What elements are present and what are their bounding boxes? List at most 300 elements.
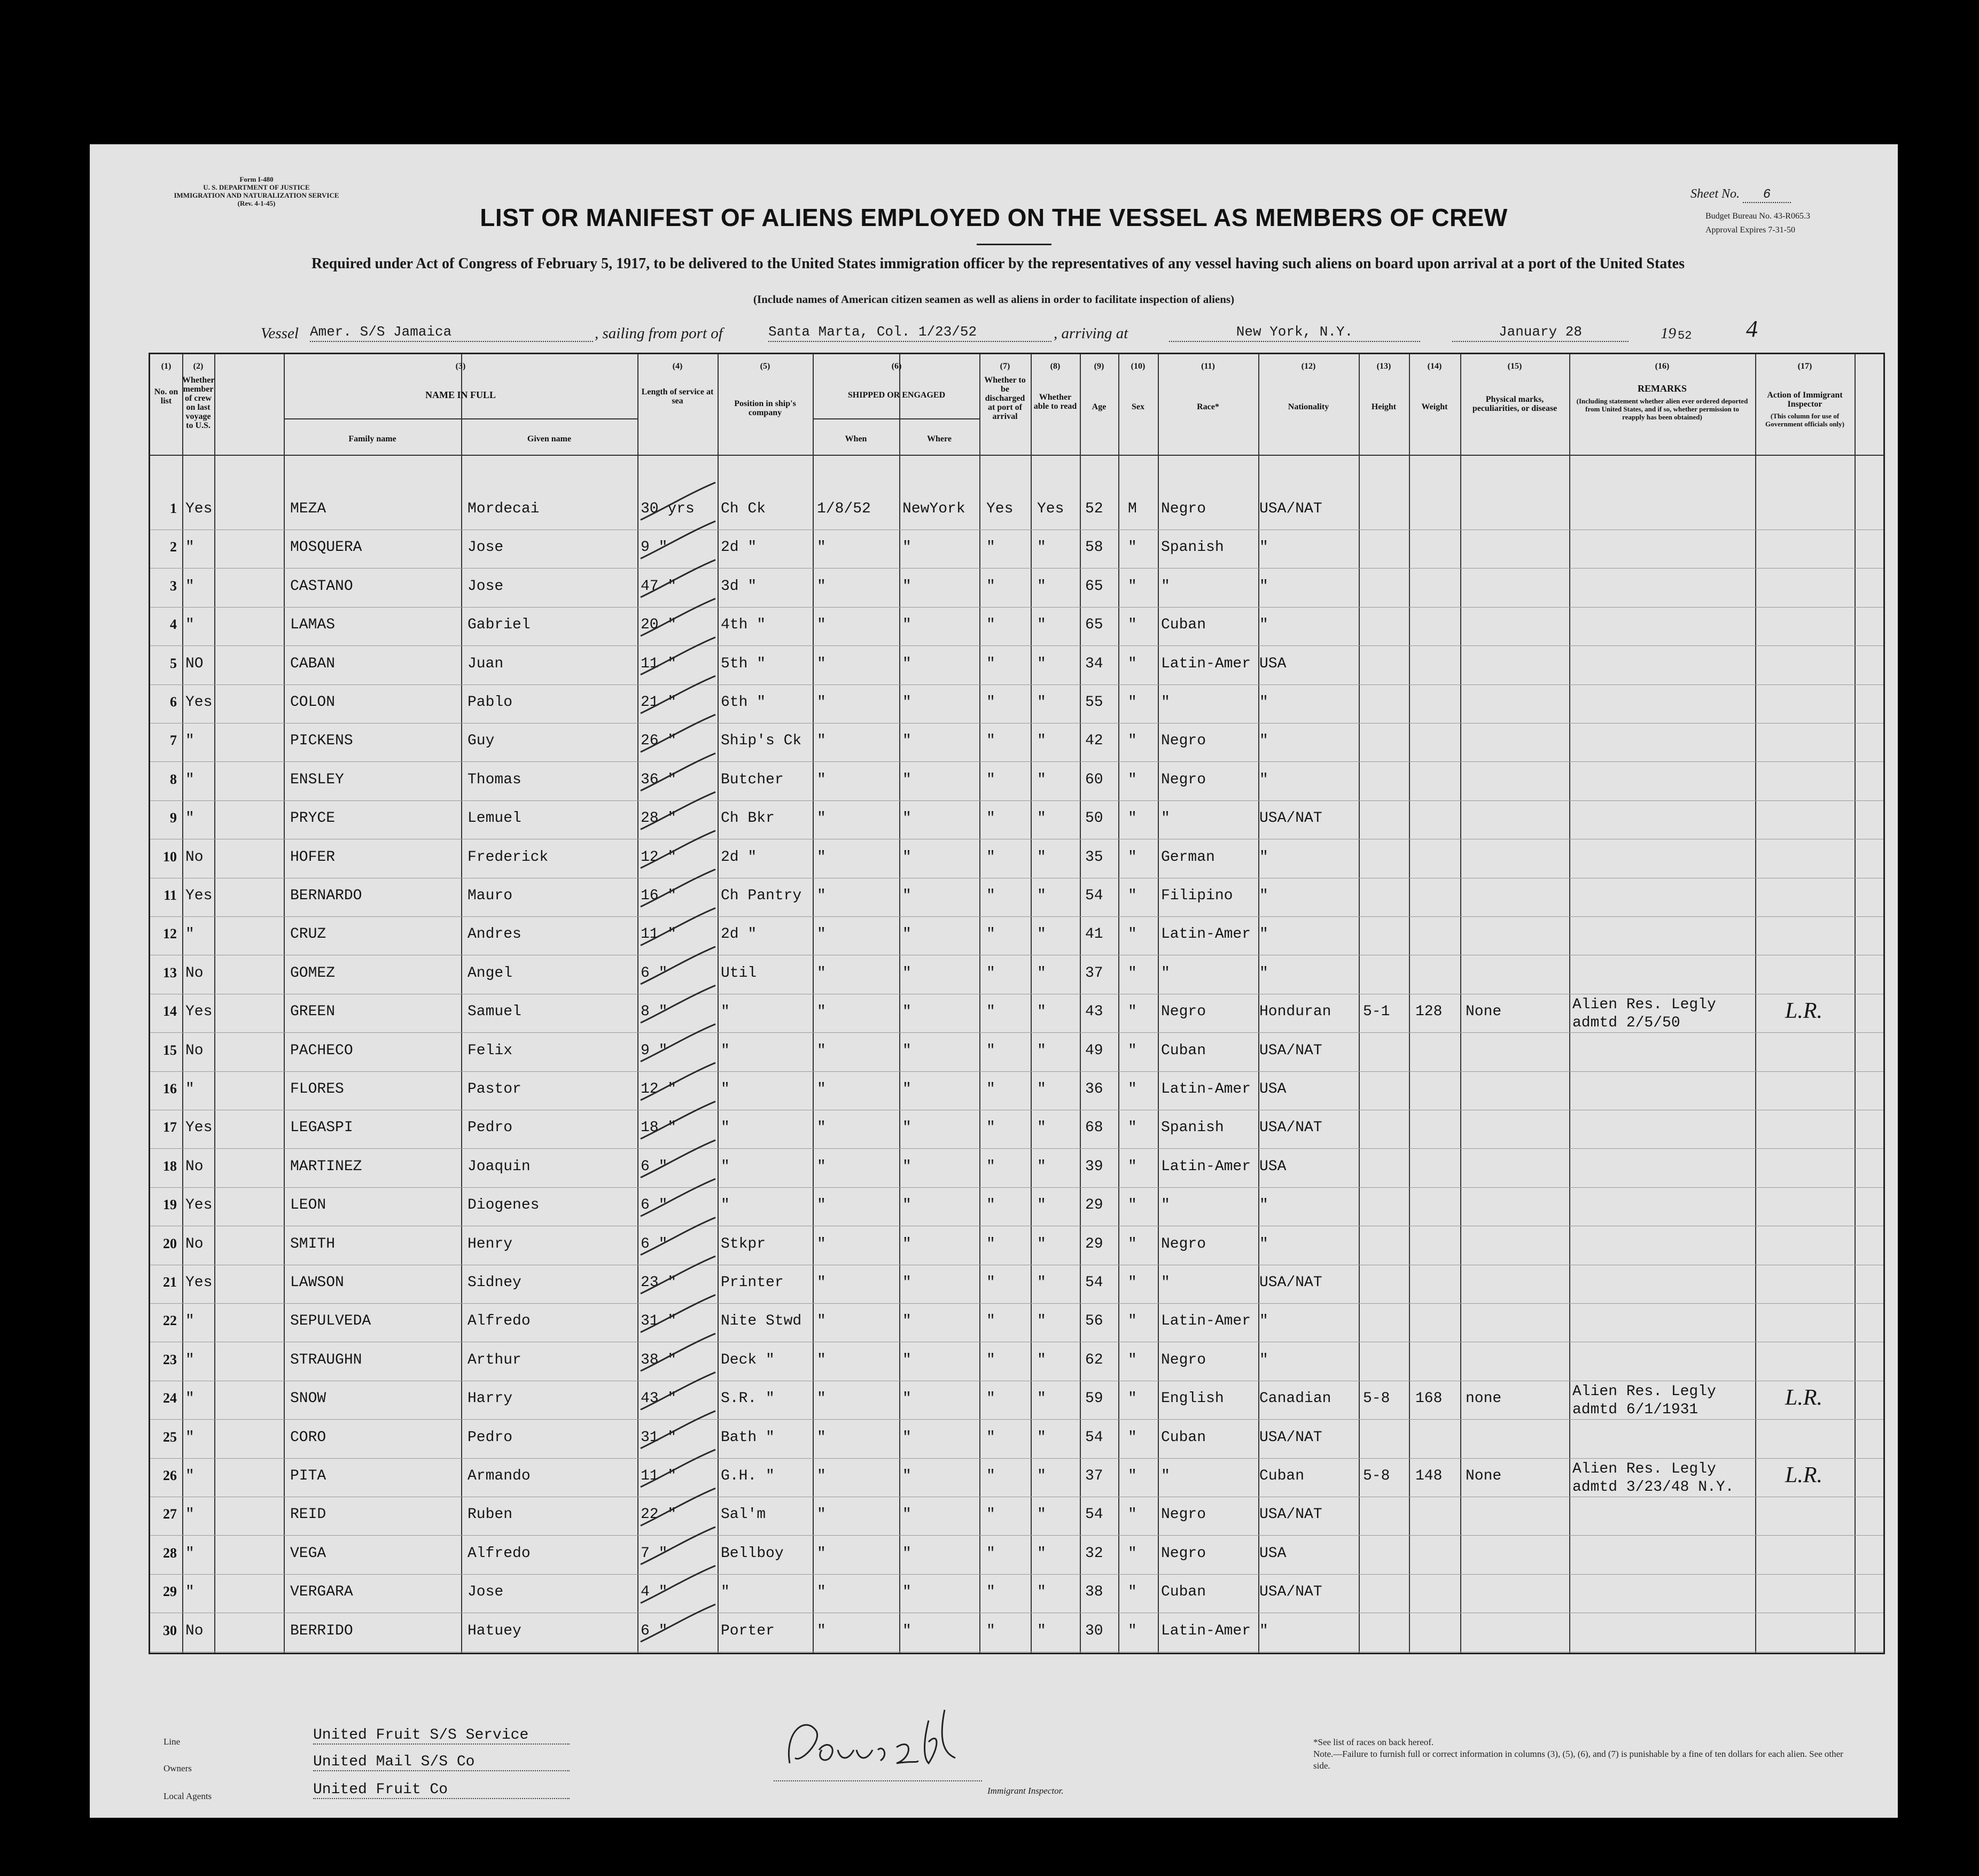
nationality: ": [1259, 849, 1268, 866]
tick-mark: [641, 560, 715, 597]
crew-table: [149, 353, 1885, 1654]
shipped-where: ": [902, 1584, 911, 1601]
inspector-action: L.R.: [1785, 1463, 1823, 1488]
arriving-label: , arriving at: [1054, 325, 1128, 342]
row-number: 5: [170, 655, 177, 671]
row-number: 25: [163, 1429, 177, 1445]
age: 36: [1085, 1081, 1103, 1097]
sheet-label: Sheet No.: [1690, 187, 1740, 201]
inspector-action: L.R.: [1785, 999, 1823, 1024]
race: Negro: [1161, 1003, 1206, 1021]
nationality: USA: [1259, 655, 1287, 672]
shipped-when: ": [817, 1468, 826, 1484]
shipped-where: ": [902, 1545, 911, 1562]
length-of-service: 22 ": [641, 1506, 677, 1523]
physical-marks: None: [1466, 1003, 1502, 1021]
tick-mark: [641, 1295, 715, 1332]
able-to-read: ": [1037, 1158, 1046, 1175]
shipped-where: ": [902, 849, 911, 866]
col-remarks-sub: (Including statement whether alien ever ordered deported from United States, and if so, whether permission to reapply has been obtained): [1576, 397, 1748, 421]
sex: ": [1128, 655, 1137, 672]
race: ": [1161, 810, 1170, 827]
given-name: Angel: [468, 964, 513, 982]
sex: ": [1128, 617, 1137, 634]
race: Negro: [1161, 1545, 1206, 1562]
position: Bellboy: [721, 1545, 784, 1562]
able-to-read: ": [1037, 849, 1046, 866]
discharge: ": [986, 810, 995, 827]
col-shipped-header: SHIPPED OR ENGAGED: [847, 391, 946, 400]
col-nationality-header: Nationality: [1288, 402, 1329, 411]
able-to-read: ": [1037, 1584, 1046, 1601]
sex: ": [1128, 539, 1137, 556]
shipped-when: ": [817, 1506, 826, 1523]
length-of-service: 9 ": [641, 1042, 668, 1059]
row-number: 11: [163, 888, 177, 903]
shipped-where: ": [902, 1429, 911, 1446]
discharge: ": [986, 1351, 995, 1368]
shipped-where: ": [902, 733, 911, 750]
able-to-read: ": [1037, 539, 1046, 556]
age: 42: [1085, 733, 1103, 750]
race: Negro: [1161, 1351, 1206, 1368]
able-to-read: ": [1037, 771, 1046, 788]
physical-marks: none: [1466, 1390, 1502, 1407]
shipped-where: ": [902, 617, 911, 634]
shipped-when: ": [817, 1119, 826, 1137]
able-to-read: ": [1037, 1235, 1046, 1252]
shipped-where: ": [902, 964, 911, 982]
prev-cell: Yes: [185, 1197, 213, 1214]
length-tick-marks: [150, 354, 1887, 1656]
position: ": [721, 1584, 730, 1601]
sex: ": [1128, 694, 1137, 711]
shipped-where: ": [902, 1081, 911, 1097]
given-name: Jose: [468, 1584, 504, 1601]
tick-mark: [641, 1024, 715, 1062]
shipped-when: ": [817, 1235, 826, 1252]
prev-cell: No: [185, 1235, 204, 1252]
length-of-service: 11 ": [641, 926, 677, 943]
race: Latin-Amer: [1161, 1158, 1251, 1175]
row-number: 24: [163, 1390, 177, 1406]
discharge: ": [986, 617, 995, 634]
able-to-read: ": [1037, 655, 1046, 672]
row-number: 7: [170, 733, 177, 749]
shipped-when: ": [817, 888, 826, 904]
age: 52: [1085, 501, 1103, 517]
prev-cell: No: [185, 1622, 204, 1639]
able-to-read: ": [1037, 810, 1046, 827]
discharge: ": [986, 1622, 995, 1639]
shipped-when: ": [817, 771, 826, 788]
discharge: ": [986, 1235, 995, 1252]
race: Latin-Amer: [1161, 655, 1251, 672]
able-to-read: ": [1037, 694, 1046, 711]
shipped-when: ": [817, 1313, 826, 1330]
departure-port: Santa Marta, Col. 1/23/52: [768, 324, 1051, 342]
age: 68: [1085, 1119, 1103, 1137]
inspector-signature: [768, 1699, 982, 1779]
nationality: USA/NAT: [1259, 1042, 1322, 1059]
discharge: ": [986, 1584, 995, 1601]
arrival-date: January 28: [1452, 324, 1629, 342]
length-of-service: 9 ": [641, 539, 668, 556]
tick-mark: [641, 637, 715, 675]
shipped-when: ": [817, 655, 826, 672]
family-name: LAMAS: [290, 617, 336, 634]
col-prev-header: Whether member of crew on last voyage to U.S.: [182, 376, 215, 430]
able-to-read: ": [1037, 733, 1046, 750]
nationality: Cuban: [1259, 1468, 1305, 1484]
sex: ": [1128, 1274, 1137, 1291]
length-of-service: 43 ": [641, 1390, 677, 1407]
shipped-when: ": [817, 926, 826, 943]
row-number: 15: [163, 1042, 177, 1058]
family-name: VERGARA: [290, 1584, 353, 1601]
sex: ": [1128, 1622, 1137, 1639]
age: 29: [1085, 1235, 1103, 1252]
age: 39: [1085, 1158, 1103, 1175]
race: Latin-Amer: [1161, 926, 1251, 943]
shipped-when: ": [817, 1197, 826, 1214]
position: 3d ": [721, 578, 757, 595]
shipped-where: ": [902, 1351, 911, 1368]
discharge: ": [986, 1274, 995, 1291]
family-name: LEON: [290, 1197, 326, 1214]
length-of-service: 11 ": [641, 1468, 677, 1484]
position: 2d ": [721, 849, 757, 866]
row-number: 18: [163, 1158, 177, 1174]
family-name: CASTANO: [290, 578, 353, 595]
age: 60: [1085, 771, 1103, 788]
family-name: REID: [290, 1506, 326, 1523]
sex: ": [1128, 733, 1137, 750]
given-name: Hatuey: [468, 1622, 521, 1639]
weight: 128: [1415, 1003, 1443, 1021]
prev-cell: No: [185, 964, 204, 982]
prev-cell: ": [185, 1429, 194, 1446]
race: Negro: [1161, 771, 1206, 788]
nationality: ": [1259, 964, 1268, 982]
nationality: USA/NAT: [1259, 1274, 1322, 1291]
family-name: PRYCE: [290, 810, 336, 827]
shipped-where: ": [902, 1197, 911, 1214]
nationality: Honduran: [1259, 1003, 1331, 1021]
signature-drawing: [768, 1699, 982, 1779]
race: Latin-Amer: [1161, 1081, 1251, 1097]
family-name: PACHECO: [290, 1042, 353, 1059]
position: Deck ": [721, 1351, 775, 1368]
owners-label: Owners: [163, 1763, 192, 1773]
position: ": [721, 1158, 730, 1175]
nationality: ": [1259, 1235, 1268, 1252]
shipped-where: ": [902, 1235, 911, 1252]
able-to-read: Yes: [1037, 501, 1064, 517]
able-to-read: ": [1037, 1042, 1046, 1059]
race: ": [1161, 578, 1170, 595]
tick-mark: [641, 1063, 715, 1100]
family-name: MARTINEZ: [290, 1158, 362, 1175]
footer-note: [1313, 1737, 1848, 1772]
race: Filipino: [1161, 888, 1233, 904]
tick-mark: [641, 1140, 715, 1178]
col-shipped-num: (6): [891, 362, 902, 371]
given-name: Mordecai: [468, 501, 540, 517]
prev-cell: Yes: [185, 1119, 213, 1137]
sex: ": [1128, 1042, 1137, 1059]
given-name: Pedro: [468, 1119, 513, 1137]
tick-mark: [641, 1256, 715, 1294]
col-no-num: (1): [161, 362, 172, 371]
shipped-when: ": [817, 1429, 826, 1446]
shipped-when: ": [817, 1622, 826, 1639]
race: ": [1161, 964, 1170, 982]
row-number: 26: [163, 1468, 177, 1483]
position: 6th ": [721, 694, 766, 711]
shipped-where: ": [902, 539, 911, 556]
col-remarks-num: (16): [1655, 362, 1670, 371]
length-of-service: 6 ": [641, 1197, 668, 1214]
col-position-header: Position in ship's company: [734, 399, 796, 417]
position: 5th ": [721, 655, 766, 672]
age: 34: [1085, 655, 1103, 672]
tick-mark: [641, 908, 715, 945]
sex: M: [1128, 501, 1137, 517]
race: Latin-Amer: [1161, 1313, 1251, 1330]
able-to-read: ": [1037, 1274, 1046, 1291]
col-action-header: Action of Immigrant Inspector: [1767, 391, 1843, 409]
discharge: ": [986, 1003, 995, 1021]
shipped-where: ": [902, 1313, 911, 1330]
position: Nite Stwd: [721, 1313, 802, 1330]
tick-mark: [641, 1372, 715, 1410]
able-to-read: ": [1037, 1197, 1046, 1214]
length-of-service: 18 ": [641, 1119, 677, 1137]
nationality: ": [1259, 1197, 1268, 1214]
sex: ": [1128, 1351, 1137, 1368]
family-name: BERNARDO: [290, 888, 362, 904]
shipped-where: ": [902, 1622, 911, 1639]
age: 37: [1085, 1468, 1103, 1484]
position: 2d ": [721, 539, 757, 556]
sex: ": [1128, 1119, 1137, 1137]
position: ": [721, 1197, 730, 1214]
row-number: 2: [170, 539, 177, 555]
shipped-when: ": [817, 617, 826, 634]
row-number: 21: [163, 1274, 177, 1290]
shipped-where: ": [902, 1506, 911, 1523]
position: 4th ": [721, 617, 766, 634]
age: 56: [1085, 1313, 1103, 1330]
able-to-read: ": [1037, 617, 1046, 634]
tick-mark: [641, 1527, 715, 1564]
discharge: ": [986, 1119, 995, 1137]
given-name: Jose: [468, 578, 504, 595]
nationality: ": [1259, 888, 1268, 904]
family-name: LAWSON: [290, 1274, 344, 1291]
age: 65: [1085, 578, 1103, 595]
signature-line: [774, 1779, 982, 1781]
shipped-when: ": [817, 1081, 826, 1097]
age: 41: [1085, 926, 1103, 943]
nationality: ": [1259, 1313, 1268, 1330]
nationality: USA/NAT: [1259, 1584, 1322, 1601]
race: Cuban: [1161, 1429, 1206, 1446]
race: ": [1161, 694, 1170, 711]
col-prev-num: (2): [193, 362, 204, 371]
family-name: VEGA: [290, 1545, 326, 1562]
vessel-name: Amer. S/S Jamaica: [310, 324, 593, 342]
shipped-when: ": [817, 539, 826, 556]
length-of-service: 20 ": [641, 617, 677, 634]
row-number: 30: [163, 1622, 177, 1638]
shipped-when: ": [817, 1390, 826, 1407]
col-weight-header: Weight: [1421, 402, 1448, 411]
given-name: Joaquin: [468, 1158, 531, 1175]
row-number: 6: [170, 694, 177, 710]
race: Negro: [1161, 501, 1206, 517]
col-sex-header: Sex: [1132, 402, 1144, 411]
age: 54: [1085, 1274, 1103, 1291]
nationality: USA/NAT: [1259, 1119, 1322, 1137]
discharge: ": [986, 1429, 995, 1446]
row-number: 13: [163, 964, 177, 980]
length-of-service: 31 ": [641, 1313, 677, 1330]
sex: ": [1128, 1235, 1137, 1252]
col-name-header: NAME IN FULL: [425, 390, 496, 400]
prev-cell: Yes: [185, 501, 213, 517]
length-of-service: 4 ": [641, 1584, 668, 1601]
discharge: ": [986, 1506, 995, 1523]
prev-cell: ": [185, 926, 194, 943]
revision: (Rev. 4-1-45): [237, 199, 276, 207]
prev-cell: Yes: [185, 1274, 213, 1291]
shipped-when: ": [817, 849, 826, 866]
discharge: ": [986, 849, 995, 866]
service: IMMIGRATION AND NATURALIZATION SERVICE: [174, 191, 339, 199]
sex: ": [1128, 849, 1137, 866]
length-of-service: 21 ": [641, 694, 677, 711]
race: Cuban: [1161, 1584, 1206, 1601]
prev-cell: ": [185, 733, 194, 750]
prev-cell: ": [185, 539, 194, 556]
physical-marks: None: [1466, 1468, 1502, 1484]
title-rule: [977, 244, 1051, 245]
prev-cell: ": [185, 1081, 194, 1097]
shipped-when: ": [817, 578, 826, 595]
tick-mark: [641, 521, 715, 558]
position: Ship's Ck: [721, 733, 802, 750]
able-to-read: ": [1037, 964, 1046, 982]
position: Util: [721, 964, 757, 982]
prev-cell: NO: [185, 655, 204, 672]
race: Cuban: [1161, 617, 1206, 634]
position: ": [721, 1003, 730, 1021]
discharge: ": [986, 1081, 995, 1097]
race: Negro: [1161, 1235, 1206, 1252]
penalty-note: Note.—Failure to furnish full or correct information in columns (3), (5), (6), and (7) is punishable by a fine of ten dollars for each alien. See other side.: [1313, 1749, 1843, 1771]
prev-cell: Yes: [185, 888, 213, 904]
shipped-where: ": [902, 926, 911, 943]
col-nationality-num: (12): [1301, 362, 1316, 371]
nationality: USA/NAT: [1259, 1429, 1322, 1446]
nationality: ": [1259, 539, 1268, 556]
given-name: Mauro: [468, 888, 513, 904]
given-name: Guy: [468, 733, 495, 750]
height: 5-8: [1363, 1468, 1390, 1484]
discharge: ": [986, 771, 995, 788]
given-name: Alfredo: [468, 1545, 531, 1562]
arrival-port: New York, N.Y.: [1169, 324, 1420, 342]
nationality: ": [1259, 771, 1268, 788]
length-of-service: 23 ": [641, 1274, 677, 1291]
nationality: ": [1259, 578, 1268, 595]
row-number: 17: [163, 1119, 177, 1135]
col-discharge-header: Whether to be discharged at port of arrival: [984, 376, 1026, 421]
row-number: 3: [170, 578, 177, 594]
given-name: Sidney: [468, 1274, 521, 1291]
given-name: Pablo: [468, 694, 513, 711]
family-name: ENSLEY: [290, 771, 344, 788]
position: ": [721, 1081, 730, 1097]
shipped-where: ": [902, 655, 911, 672]
age: 29: [1085, 1197, 1103, 1214]
sheet-number: [1690, 187, 1791, 203]
prev-cell: ": [185, 1506, 194, 1523]
age: 65: [1085, 617, 1103, 634]
row-number: 1: [170, 501, 177, 516]
nationality: ": [1259, 1622, 1268, 1639]
given-name: Jose: [468, 539, 504, 556]
age: 30: [1085, 1622, 1103, 1639]
arrival-year: 52: [1678, 329, 1692, 342]
shipped-when: ": [817, 1545, 826, 1562]
sex: ": [1128, 1506, 1137, 1523]
col-given-header: Given name: [527, 434, 572, 443]
shipped-when: ": [817, 810, 826, 827]
row-number: 4: [170, 617, 177, 633]
col-read-header: Whether able to read: [1033, 393, 1077, 411]
age: 35: [1085, 849, 1103, 866]
nationality: ": [1259, 926, 1268, 943]
tick-mark: [641, 985, 715, 1023]
family-name: SEPULVEDA: [290, 1313, 371, 1330]
line-value: United Fruit S/S Service: [313, 1727, 570, 1745]
able-to-read: ": [1037, 1622, 1046, 1639]
prev-cell: ": [185, 1390, 194, 1407]
prev-cell: No: [185, 1158, 204, 1175]
row-number: 22: [163, 1313, 177, 1329]
position: Butcher: [721, 771, 784, 788]
col-position-num: (5): [760, 362, 770, 371]
length-of-service: 26 ": [641, 733, 677, 750]
prev-cell: ": [185, 1545, 194, 1562]
discharge: ": [986, 1197, 995, 1214]
year-prefix: 19: [1661, 325, 1676, 342]
tick-mark: [641, 1450, 715, 1487]
position: 2d ": [721, 926, 757, 943]
nationality: ": [1259, 694, 1268, 711]
col-action-num: (17): [1797, 362, 1812, 371]
col-age-header: Age: [1092, 402, 1107, 411]
tick-mark: [641, 869, 715, 907]
length-of-service: 28 ": [641, 810, 677, 827]
row-number: 14: [163, 1003, 177, 1019]
shipped-where: ": [902, 578, 911, 595]
shipped-where: NewYork: [902, 501, 965, 517]
length-of-service: 16 ": [641, 888, 677, 904]
